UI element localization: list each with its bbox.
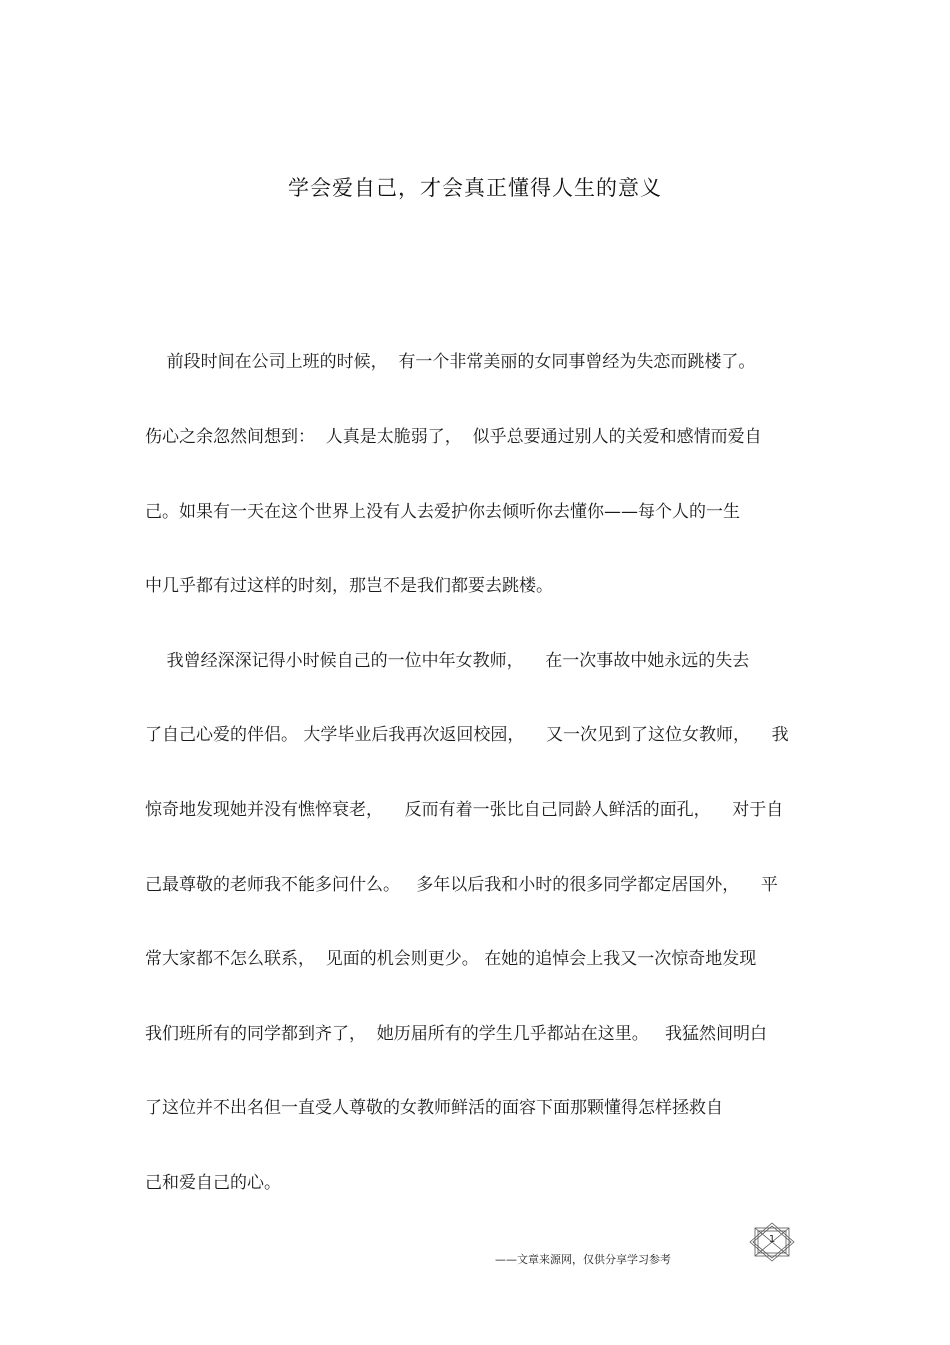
body-line: 惊奇地发现她并没有憔悴衰老， 反而有着一张比自己同龄人鲜活的面孔， 对于自 [145,800,784,820]
body-line: 我曾经深深记得小时候自己的一位中年女教师， 在一次事故中她永远的失去 [145,651,750,671]
body-line: 常大家都不怎么联系， 见面的机会则更少。 在她的追悼会上我又一次惊奇地发现 [145,949,757,969]
footer-source-note: ——文章来源网，仅供分享学习参考 [495,1253,671,1266]
body-line: 己最尊敬的老师我不能多问什么。 多年以后我和小时的很多同学都定居国外， 平 [145,875,778,895]
body-line: 己。如果有一天在这个世界上没有人去爱护你去倾听你去懂你——每个人的一生 [145,502,740,522]
document-title: 学会爱自己，才会真正懂得人生的意义 [288,176,662,200]
body-line: 己和爱自己的心。 [145,1173,281,1193]
page-number: 1 [768,1234,776,1245]
body-line: 伤心之余忽然间想到： 人真是太脆弱了， 似乎总要通过别人的关爱和感情而爱自 [145,427,762,447]
body-line: 我们班所有的同学都到齐了， 她历届所有的学生几乎都站在这里。 我猛然间明白 [145,1024,768,1044]
body-line: 了这位并不出名但一直受人尊敬的女教师鲜活的面容下面那颗懂得怎样拯救自 [145,1098,723,1118]
body-line: 中几乎都有过这样的时刻，那岂不是我们都要去跳楼。 [145,576,553,596]
body-line: 了自己心爱的伴侣。 大学毕业后我再次返回校园， 又一次见到了这位女教师， 我 [145,725,789,745]
body-line: 前段时间在公司上班的时候， 有一个非常美丽的女同事曾经为失恋而跳楼了。 [145,352,756,372]
page-number-badge [747,1222,797,1262]
